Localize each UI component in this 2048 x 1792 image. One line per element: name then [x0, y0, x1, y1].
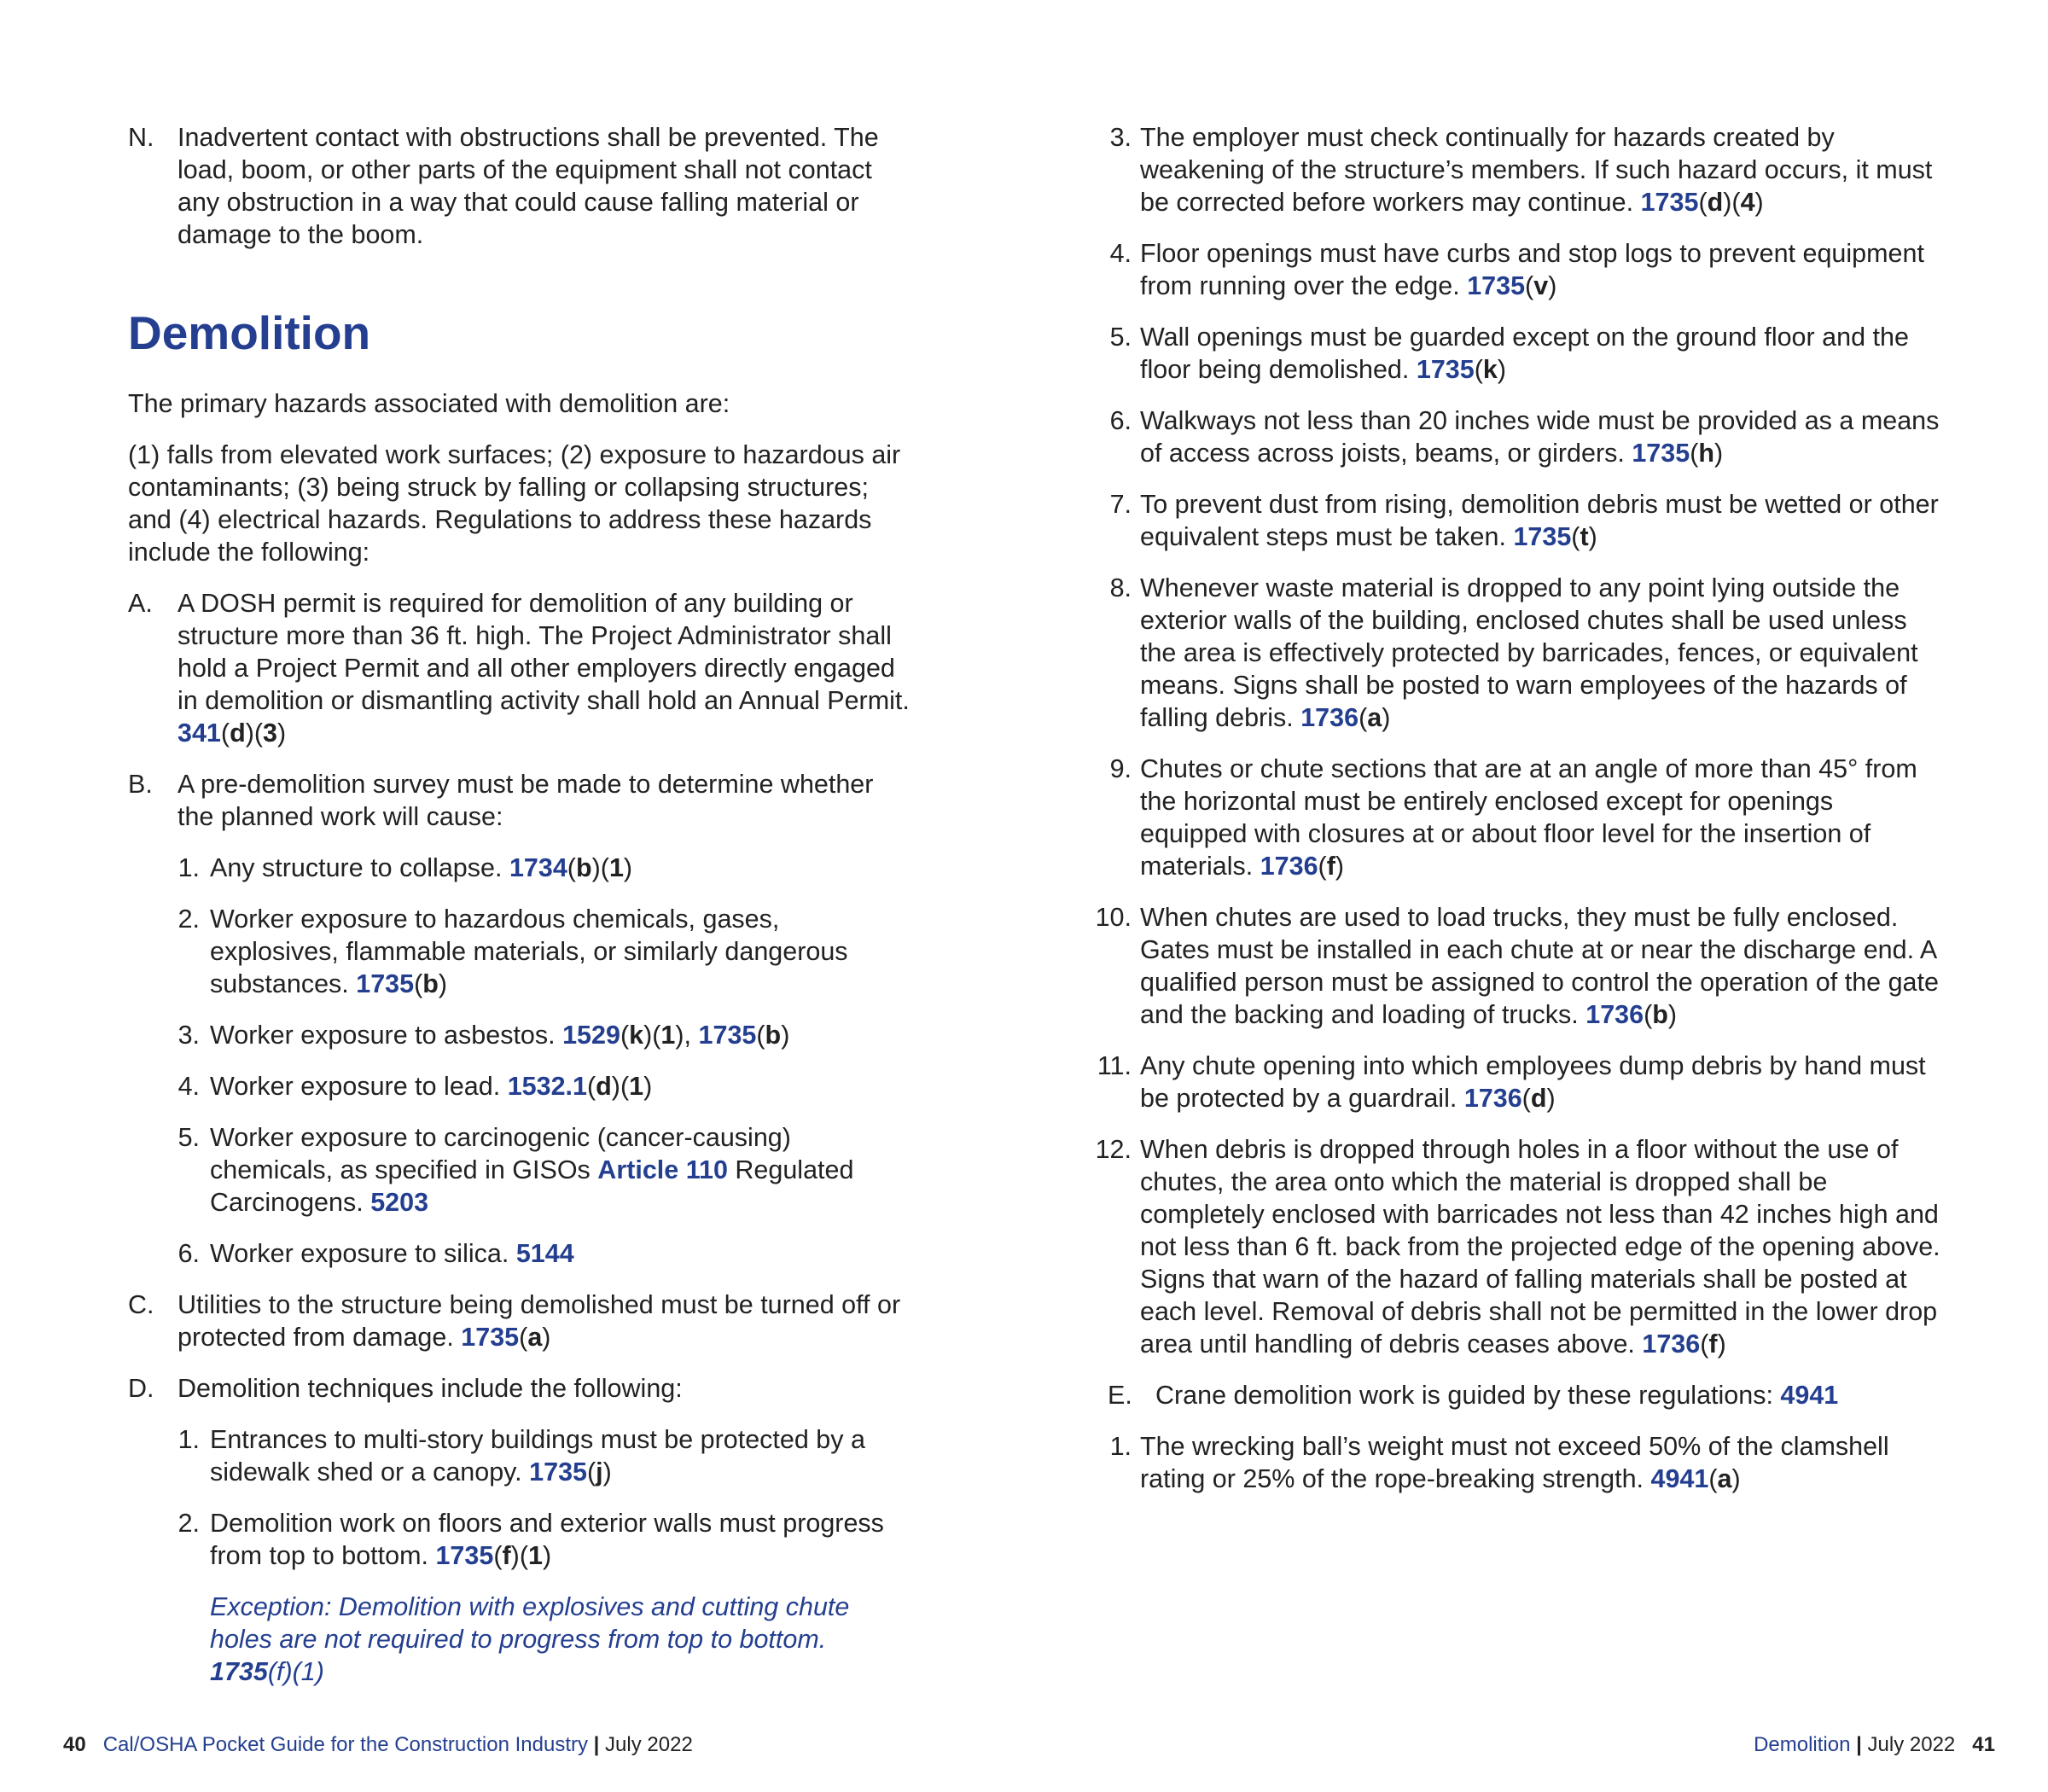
- list-text: Inadvertent contact with obstructions shall be prevented. The load, boom, or other parts of the equipment shall not contact any obstruction in a way that could cause falling material or damage to the boom.: [177, 123, 879, 249]
- regulation-link[interactable]: 1736: [1585, 1000, 1644, 1029]
- regulation-link[interactable]: 4941: [1650, 1464, 1709, 1493]
- list-text: Worker exposure to carcinogenic (cancer-causing) chemicals, as specified in GISOs Article 110 Regulated Carcinogens. 5203: [210, 1123, 854, 1217]
- regulation-link[interactable]: 1735: [698, 1021, 757, 1050]
- regulation-link[interactable]: 1735: [435, 1541, 494, 1570]
- sub-list-item: 12. When debris is dropped through holes in a floor without the use of chutes, the area onto which the material is dropped shall be completely enclosed with barricades not less than 42 inches high and not less than 6 ft. back from the projected edge of the opening above. Signs that warn of the hazard of falling materials shall be posted at each level. Removal of debris shall not be permitted in the lower drop area until handling of debris ceases above. 1736(f): [1022, 1133, 1944, 1360]
- regulation-link[interactable]: 5144: [515, 1239, 574, 1268]
- list-text: Demolition work on floors and exterior walls must progress from top to bottom. 1735(f)(1): [210, 1509, 884, 1570]
- sub-list-item: 8. Whenever waste material is dropped to any point lying outside the exterior walls of the building, enclosed chutes shall be used unless the area is effectively protected by barricades, fences, or equivalent means. Signs shall be posted to warn employees of the hazards of falling debris. 1736(a): [1022, 572, 1944, 734]
- list-text: Any chute opening into which employees dump debris by hand must be protected by a guardrail. 1736(d): [1140, 1051, 1926, 1113]
- regulation-link[interactable]: 1734: [509, 853, 567, 882]
- list-text: Crane demolition work is guided by these regulations: 4941: [1155, 1381, 1839, 1410]
- regulation-link[interactable]: 1532.1: [507, 1072, 587, 1101]
- list-text: Wall openings must be guarded except on the ground floor and the floor being demolished. 1735(k): [1140, 323, 1909, 384]
- list-marker: 6.: [177, 1239, 200, 1268]
- list-text: Worker exposure to hazardous chemicals, gases, explosives, flammable materials, or similarly dangerous substances. 1735(b): [210, 905, 848, 998]
- list-text: Walkways not less than 20 inches wide must be provided as a means of access across joists, beams, or girders. 1735(h): [1140, 406, 1940, 468]
- page-footer-left: [63, 1732, 693, 1758]
- publication-title[interactable]: Cal/OSHA Pocket Guide for the Construction Industry: [102, 1733, 588, 1756]
- sub-list-item: 1. The wrecking ball’s weight must not exceed 50% of the clamshell rating or 25% of the rope-breaking strength. 4941(a): [1022, 1430, 1944, 1495]
- regulation-link[interactable]: 5203: [370, 1188, 429, 1217]
- list-item-a: [128, 587, 913, 749]
- list-item-n: [128, 121, 913, 251]
- regulation-link[interactable]: 1735: [356, 969, 415, 998]
- right-column: [1022, 121, 1944, 1514]
- list-marker: C.: [128, 1290, 154, 1319]
- list-text: A pre-demolition survey must be made to determine whether the planned work will cause:: [177, 770, 874, 831]
- intro-paragraph: The primary hazards associated with demolition are:: [128, 389, 730, 418]
- regulation-link[interactable]: 1735: [1513, 522, 1572, 551]
- regulation-link[interactable]: 4941: [1780, 1381, 1839, 1410]
- list-marker: E.: [1108, 1381, 1132, 1410]
- footer-date: July 2022: [1867, 1733, 1956, 1756]
- list-marker: D.: [128, 1374, 154, 1403]
- sub-list-item: [128, 1507, 913, 1572]
- list-text: Worker exposure to lead. 1532.1(d)(1): [210, 1072, 653, 1101]
- list-text: To prevent dust from rising, demolition debris must be wetted or other equivalent steps must be taken. 1735(t): [1140, 490, 1939, 551]
- hazards-paragraph: (1) falls from elevated work surfaces; (2) exposure to hazardous air contaminants; (3) being struck by falling or collapsing structures; and (4) electrical hazards. Regulations to address these hazards include the following:: [128, 440, 901, 567]
- list-marker: N.: [128, 123, 154, 152]
- section-title-link[interactable]: Demolition: [1754, 1733, 1851, 1756]
- list-marker: 2.: [177, 905, 200, 934]
- list-marker: 1.: [177, 853, 200, 882]
- list-text: Worker exposure to silica. 5144: [210, 1239, 574, 1268]
- regulation-link[interactable]: 341: [177, 719, 221, 748]
- list-text: Chutes or chute sections that are at an angle of more than 45° from the horizontal must be entirely enclosed except for openings equipped with closures at or about floor level for the insertion of materials. 1736(f): [1140, 754, 1917, 881]
- regulation-link[interactable]: 1736: [1300, 703, 1359, 732]
- sub-list-item: [128, 1019, 913, 1051]
- sub-list-item: 5. Wall openings must be guarded except on the ground floor and the floor being demolished. 1735(k): [1022, 321, 1944, 386]
- list-marker: B.: [128, 770, 153, 799]
- list-item-b: [128, 768, 913, 833]
- regulation-link[interactable]: 1735: [529, 1457, 587, 1487]
- list-text: Worker exposure to asbestos. 1529(k)(1), 1735(b): [210, 1021, 790, 1050]
- sub-list-item: 7. To prevent dust from rising, demolition debris must be wetted or other equivalent steps must be taken. 1735(t): [1022, 488, 1944, 553]
- sub-list-item: 3. The employer must check continually for hazards created by weakening of the structure’s members. If such hazard occurs, it must be corrected before workers may continue. 1735(d)(4): [1022, 121, 1944, 218]
- regulation-link[interactable]: 1736: [1260, 852, 1318, 881]
- sub-list-item: [128, 1070, 913, 1103]
- list-marker: 5.: [177, 1123, 200, 1152]
- regulation-link[interactable]: 1735: [1467, 271, 1526, 300]
- regulation-link[interactable]: 1735: [1416, 355, 1475, 384]
- page-footer-right: [1754, 1732, 1995, 1758]
- left-column: [128, 121, 913, 1688]
- sub-list-item: [128, 1423, 913, 1488]
- list-text: When chutes are used to load trucks, they must be fully enclosed. Gates must be installed in each chute at or near the discharge end. A qualified person must be assigned to control the operation of the gate and the backing and loading of trucks. 1736(b): [1140, 903, 1939, 1029]
- list-marker: A.: [128, 589, 153, 618]
- sub-list-item: 9. Chutes or chute sections that are at an angle of more than 45° from the horizontal must be entirely enclosed except for openings equipped with closures at or about floor level for the insertion of materials. 1736(f): [1022, 753, 1944, 882]
- regulation-link[interactable]: 1529: [562, 1021, 620, 1050]
- regulation-link[interactable]: 1736: [1642, 1329, 1701, 1359]
- regulation-link[interactable]: 1735: [1640, 188, 1699, 217]
- list-item-e: [1022, 1379, 1944, 1411]
- regulation-link[interactable]: 1735: [461, 1323, 520, 1352]
- section-heading: Demolition: [128, 306, 371, 359]
- list-item-c: [128, 1289, 913, 1353]
- footer-date: July 2022: [605, 1733, 693, 1756]
- regulation-link[interactable]: 1735: [210, 1657, 268, 1686]
- list-marker: 1.: [177, 1425, 200, 1454]
- exception-note: Exception: Demolition with explosives and cutting chute holes are not required to progress from top to bottom. 1735(f)(1): [210, 1592, 850, 1686]
- sub-list-item: 4. Floor openings must have curbs and stop logs to prevent equipment from running over the edge. 1735(v): [1022, 237, 1944, 302]
- list-text: The wrecking ball’s weight must not exceed 50% of the clamshell rating or 25% of the rope-breaking strength. 4941(a): [1140, 1432, 1889, 1493]
- page-number: 41: [1972, 1733, 1995, 1756]
- regulation-link[interactable]: 1735: [1632, 439, 1690, 468]
- sub-list-item: 10. When chutes are used to load trucks, they must be fully enclosed. Gates must be installed in each chute at or near the discharge end. A qualified person must be assigned to control the operation of the gate and the backing and loading of trucks. 1736(b): [1022, 901, 1944, 1031]
- list-text: When debris is dropped through holes in a floor without the use of chutes, the area onto which the material is dropped shall be completely enclosed with barricades not less than 42 inches high and not less than 6 ft. back from the projected edge of the opening above. Signs that warn of the hazard of falling materials shall be posted at each level. Removal of debris shall not be permitted in the lower drop area until handling of debris ceases above. 1736(f): [1140, 1135, 1940, 1359]
- footer-separator: |: [1856, 1733, 1862, 1756]
- list-text: Demolition techniques include the following:: [177, 1374, 683, 1403]
- list-text: Entrances to multi-story buildings must be protected by a sidewalk shed or a canopy. 1735(j): [210, 1425, 865, 1487]
- sub-list-item: [128, 1121, 913, 1219]
- list-marker: 4.: [177, 1072, 200, 1101]
- list-text: A DOSH permit is required for demolition of any building or structure more than 36 ft. high. The Project Administrator shall hold a Project Permit and all other employers directly engaged in demolition or dismantling activity shall hold an Annual Permit. 341(d)(3): [177, 589, 910, 748]
- footer-separator: |: [593, 1733, 600, 1756]
- article-link[interactable]: Article 110: [597, 1155, 728, 1184]
- page-number: 40: [63, 1733, 86, 1756]
- list-text: The employer must check continually for hazards created by weakening of the structure’s members. If such hazard occurs, it must be corrected before workers may continue. 1735(d)(4): [1140, 123, 1933, 217]
- sub-list-item: 6. Walkways not less than 20 inches wide must be provided as a means of access across joists, beams, or girders. 1735(h): [1022, 404, 1944, 469]
- list-marker: 2.: [177, 1509, 200, 1538]
- list-marker: 3.: [177, 1021, 200, 1050]
- sub-list-item: [128, 1237, 913, 1270]
- sub-list-item: [128, 903, 913, 1000]
- sub-list-item: [128, 852, 913, 884]
- list-text: Any structure to collapse. 1734(b)(1): [210, 853, 633, 882]
- sub-list-item: 11. Any chute opening into which employees dump debris by hand must be protected by a guardrail. 1736(d): [1022, 1050, 1944, 1114]
- regulation-link[interactable]: 1736: [1463, 1084, 1522, 1113]
- list-item-d: [128, 1372, 913, 1405]
- list-text: Whenever waste material is dropped to any point lying outside the exterior walls of the building, enclosed chutes shall be used unless the area is effectively protected by barricades, fences, or equivalent means. Signs shall be posted to warn employees of the hazards of falling debris. 1736(a): [1140, 573, 1918, 732]
- list-text: Utilities to the structure being demolished must be turned off or protected from damage. 1735(a): [177, 1290, 901, 1352]
- list-text: Floor openings must have curbs and stop logs to prevent equipment from running over the edge. 1735(v): [1140, 239, 1924, 300]
